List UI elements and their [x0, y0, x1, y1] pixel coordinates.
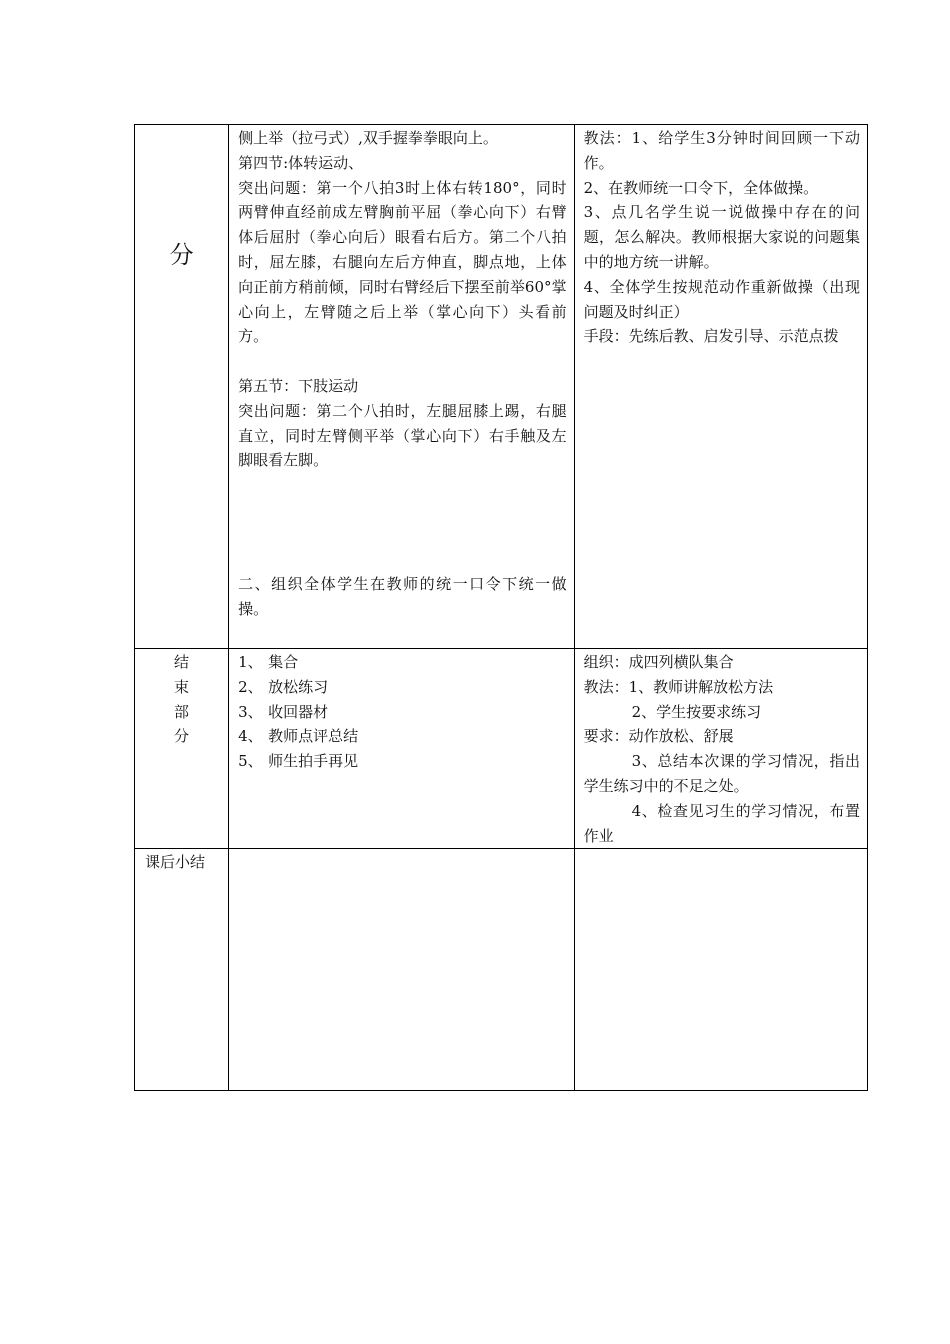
method-line [584, 799, 860, 849]
list-text: 教师点评总结 [268, 727, 359, 746]
section-label: 分 [169, 241, 194, 269]
ending-list [229, 649, 573, 774]
list-text: 收回器材 [268, 702, 329, 721]
content-line: 第五节：下肢运动 [238, 376, 359, 395]
list-item [238, 749, 566, 774]
method-line: 手段：先练后教、启发引导、示范点拨 [583, 327, 839, 346]
list-number: 5、 [238, 752, 263, 771]
section-label-vertical [135, 649, 228, 749]
method-line: 组织：成四列横队集合 [583, 653, 734, 671]
content-text [229, 125, 573, 622]
list-number: 1、 [238, 653, 263, 671]
section-char: 结 [174, 653, 190, 671]
table-row [135, 125, 868, 649]
section-char: 分 [174, 727, 190, 746]
lesson-plan-table [134, 124, 868, 1091]
content-cell [229, 649, 574, 849]
list-number: 4、 [238, 727, 263, 746]
list-item [238, 700, 566, 725]
content-cell [229, 125, 574, 649]
summary-label: 课后小结 [145, 853, 206, 872]
method-cell [574, 649, 867, 849]
list-text: 集合 [268, 653, 299, 671]
method-line: 2、在教师统一口令下，全体做操。 [583, 178, 819, 197]
blank-space [238, 473, 566, 572]
list-item [238, 675, 566, 700]
list-text: 放松练习 [268, 677, 329, 696]
method-cell [574, 125, 867, 649]
method-line [584, 749, 860, 799]
method-line-text: 4、检查见习生的学习情况，布置作业 [583, 801, 860, 845]
method-line: 2、学生按要求练习 [631, 702, 762, 721]
content-line: 第四节:体转运动、 [238, 153, 364, 172]
content-line: 侧上举（拉弓式）,双手握拳拳眼向上。 [238, 129, 498, 147]
method-line: 要求：动作放松、舒展 [583, 727, 734, 746]
table-row [135, 649, 868, 849]
blank-line [238, 349, 566, 374]
section-label-cell [135, 649, 229, 849]
list-number: 2、 [238, 677, 263, 696]
method-line: 教法：1、给学生3分钟时间回顾一下动作。 [583, 129, 860, 172]
table-row [135, 849, 868, 1091]
method-line: 教法：1、教师讲解放松方法 [583, 677, 774, 696]
list-item [238, 650, 566, 675]
summary-content-cell [229, 849, 574, 1091]
ending-method-text [575, 649, 867, 848]
section-label-cell [135, 125, 229, 649]
content-line: 突出问题：第二个八拍时，左腿屈膝上踢，右腿直立，同时左臂侧平举（掌心向下）右手触及左脚眼看左脚。 [238, 401, 567, 470]
method-text [575, 125, 867, 349]
content-line: 突出问题：第一个八拍3时上体右转180°，同时两臂伸直经前成左臂胸前平屈（拳心向下）右臂体后屈肘（拳心向后）眼看右后方。第二个八拍时，屈左膝，右腿向左后方伸直，脚点地，上体向正前方稍前倾，同时右臂经后下摆至前举60°掌心向上，左臂随之后上举（掌心向下）头看前方。 [238, 178, 567, 346]
list-item [238, 724, 566, 749]
method-line-text: 3、总结本次课的学习情况，指出学生练习中的不足之处。 [583, 752, 860, 795]
list-number: 3、 [238, 702, 263, 721]
section-char: 束 [174, 677, 190, 696]
method-line: 4、全体学生按规范动作重新做操（出现问题及时纠正） [583, 277, 860, 321]
method-line: 3、点几名学生说一说做操中存在的问题，怎么解决。教师根据大家说的问题集中的地方统一讲解。 [583, 203, 860, 271]
list-text: 师生拍手再见 [268, 752, 359, 771]
content-line: 二、组织全体学生在教师的统一口令下统一做操。 [238, 575, 567, 618]
summary-label-cell [135, 849, 229, 1091]
summary-method-cell [574, 849, 867, 1091]
section-char: 部 [174, 702, 190, 721]
